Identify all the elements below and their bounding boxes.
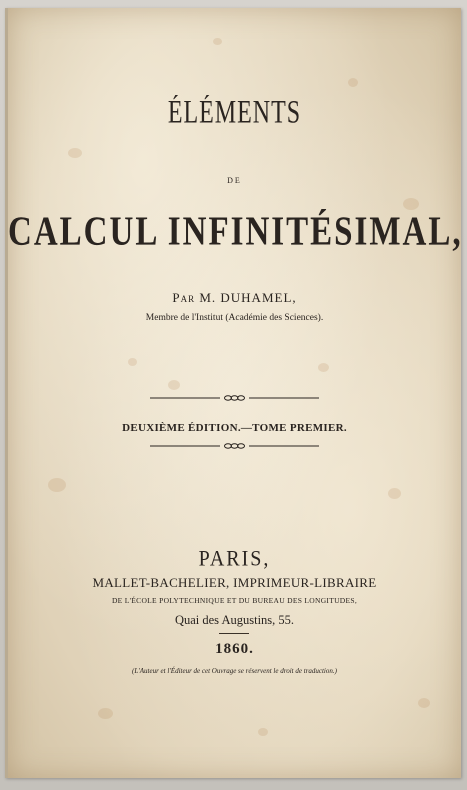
imprint-publisher: MALLET-BACHELIER, IMPRIMEUR-LIBRAIRE	[92, 575, 377, 590]
ornamental-rule-bottom	[148, 442, 321, 450]
ornamental-rule-top	[148, 394, 321, 402]
title-line-main: CALCUL INFINITÉSIMAL,	[8, 209, 463, 255]
foxing-spot	[98, 708, 113, 719]
foxing-spot	[128, 358, 137, 366]
author-affiliation: Membre de l'Institut (Académie des Sciences).	[145, 313, 324, 323]
foxing-spot	[48, 478, 66, 492]
foxing-spot	[403, 198, 419, 210]
title-line-elements: ÉLÉMENTS	[167, 95, 302, 131]
foxing-spot	[68, 148, 82, 158]
imprint-city: PARIS,	[198, 546, 271, 572]
author-prefix: Par	[172, 290, 196, 305]
edition-line: DEUXIÈME ÉDITION.—TOME PREMIER.	[122, 422, 347, 434]
short-divider	[219, 633, 249, 634]
foxing-spot	[258, 728, 268, 736]
foxing-spot	[388, 488, 401, 499]
imprint-institution: DE L'ÉCOLE POLYTECHNIQUE ET DU BUREAU DES LONGITUDES,	[111, 596, 358, 605]
foxing-spot	[418, 698, 430, 708]
rights-notice: (L'Auteur et l'Éditeur de cet Ouvrage se réservent le droit de traduction.)	[132, 667, 337, 675]
author-line	[8, 290, 461, 306]
foxing-spot	[348, 78, 358, 87]
author-name: M. DUHAMEL,	[199, 290, 297, 305]
title-page	[5, 8, 461, 778]
imprint-address: Quai des Augustins, 55.	[174, 613, 295, 627]
foxing-spot	[168, 380, 180, 390]
imprint-year: 1860.	[215, 641, 254, 657]
foxing-spot	[318, 363, 329, 372]
foxing-spot	[213, 38, 222, 45]
title-line-de: DE	[227, 176, 242, 185]
